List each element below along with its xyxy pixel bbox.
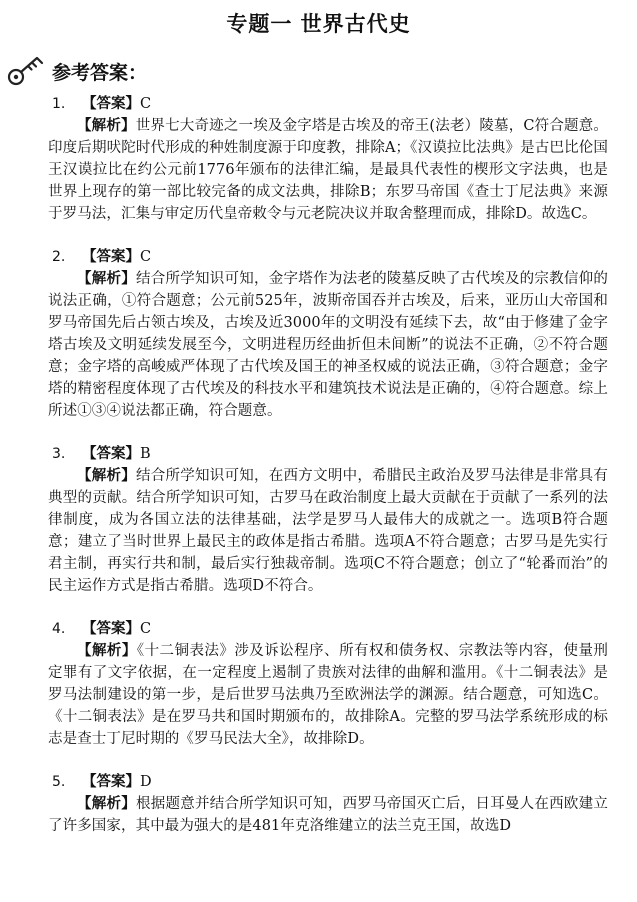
answer-line xyxy=(48,93,608,115)
question-4 xyxy=(48,618,608,750)
question-number: 1. xyxy=(52,96,66,112)
answer-label: 【答案】 xyxy=(82,248,140,265)
answer-list xyxy=(48,93,608,858)
explanation xyxy=(48,793,608,837)
answer-value: C xyxy=(140,249,152,265)
explanation-label: 【解析】 xyxy=(77,642,137,659)
answer-value: B xyxy=(140,446,151,462)
answer-line xyxy=(48,443,608,465)
answer-value: C xyxy=(140,621,152,637)
answer-label: 【答案】 xyxy=(82,773,140,790)
explanation xyxy=(48,268,608,422)
question-3 xyxy=(48,443,608,597)
explanation-text: 结合所学知识可知，在西方文明中，希腊民主政治及罗马法律是非常具有典型的贡献。结合所学知识可知，古罗马在政治制度上最大贡献在于贡献了一系列的法律制度，成为各国立法的法律基础，法学是罗马人最伟大的成就之一。选项B符合题意；建立了当时世界上最民主的政体是指古希腊。选项A不符合题意；古罗马是先实行君主制，再实行共和制，最后实行独裁帝制。选项C不符合题意；创立了“轮番而治”的民主运作方式是指古希腊。选项D不符合。 xyxy=(48,468,608,594)
answer-value: C xyxy=(140,96,152,112)
explanation-label: 【解析】 xyxy=(77,270,137,287)
question-number: 5. xyxy=(52,774,66,790)
answer-label: 【答案】 xyxy=(82,445,140,462)
explanation xyxy=(48,465,608,597)
answer-line xyxy=(48,246,608,268)
explanation-text: 根据题意并结合所学知识可知，西罗马帝国灭亡后，日耳曼人在西欧建立了许多国家，其中最为强大的是481年克洛维建立的法兰克王国，故选D xyxy=(48,796,608,834)
answer-value: D xyxy=(140,774,152,790)
explanation xyxy=(48,115,608,225)
explanation-label: 【解析】 xyxy=(77,117,136,134)
question-number: 4. xyxy=(52,621,66,637)
answer-line xyxy=(48,618,608,640)
explanation-label: 【解析】 xyxy=(77,795,137,812)
question-number: 3. xyxy=(52,446,66,462)
question-1 xyxy=(48,93,608,225)
explanation-label: 【解析】 xyxy=(77,467,137,484)
answer-line xyxy=(48,771,608,793)
answer-label: 【答案】 xyxy=(82,95,140,112)
page-title: 专题一 世界古代史 xyxy=(226,11,411,36)
explanation xyxy=(48,640,608,750)
explanation-text: 世界七大奇迹之一埃及金字塔是古埃及的帝王(法老）陵墓，C符合题意。印度后期吠陀时代形成的种姓制度源于印度教，排除A；《汉谟拉比法典》是古巴比伦国王汉谟拉比在约公元前1776年颁布的法律汇编，是最具代表性的楔形文字法典，也是世界上现存的第一部比较完备的成文法典，排除B；东罗马帝国《查士丁尼法典》来源于罗马法，汇集与审定历代皇帝敕令与元老院决议并取舍整理而成，排除D。故选C。 xyxy=(48,118,608,222)
question-number: 2. xyxy=(52,249,66,265)
answer-label: 【答案】 xyxy=(82,620,140,637)
explanation-text: 结合所学知识可知，金字塔作为法老的陵墓反映了古代埃及的宗教信仰的说法正确，①符合题意；公元前525年，波斯帝国吞并古埃及，后来，亚历山大帝国和罗马帝国先后占领古埃及，古埃及近3000年的文明没有延续下去，故“由于修建了金字塔古埃及文明延续发展至今，文明进程历经曲折但未间断”的说法不正确，②不符合题意；金字塔的高峻威严体现了古代埃及国王的神圣权威的说法正确，③符合题意；金字塔的精密程度体现了古代埃及的科技水平和建筑技术说法是正确的，④符合题意。综上所述①③④说法都正确，符合题意。 xyxy=(48,271,608,419)
key-icon xyxy=(6,53,46,89)
explanation-text: 《十二铜表法》涉及诉讼程序、所有权和债务权、宗教法等内容，使量刑定罪有了文字依据，在一定程度上遏制了贵族对法律的曲解和滥用。《十二铜表法》是罗马法制建设的第一步，是后世罗马法典乃至欧洲法学的渊源。结合题意，可知选C。《十二铜表法》是在罗马共和国时期颁布的，故排除A。完整的罗马法学系统形成的标志是查士丁尼时期的《罗马民法大全》，故排除D。 xyxy=(48,643,609,747)
section-heading: 参考答案： xyxy=(52,62,148,84)
question-2 xyxy=(48,246,608,422)
question-5 xyxy=(48,771,608,837)
